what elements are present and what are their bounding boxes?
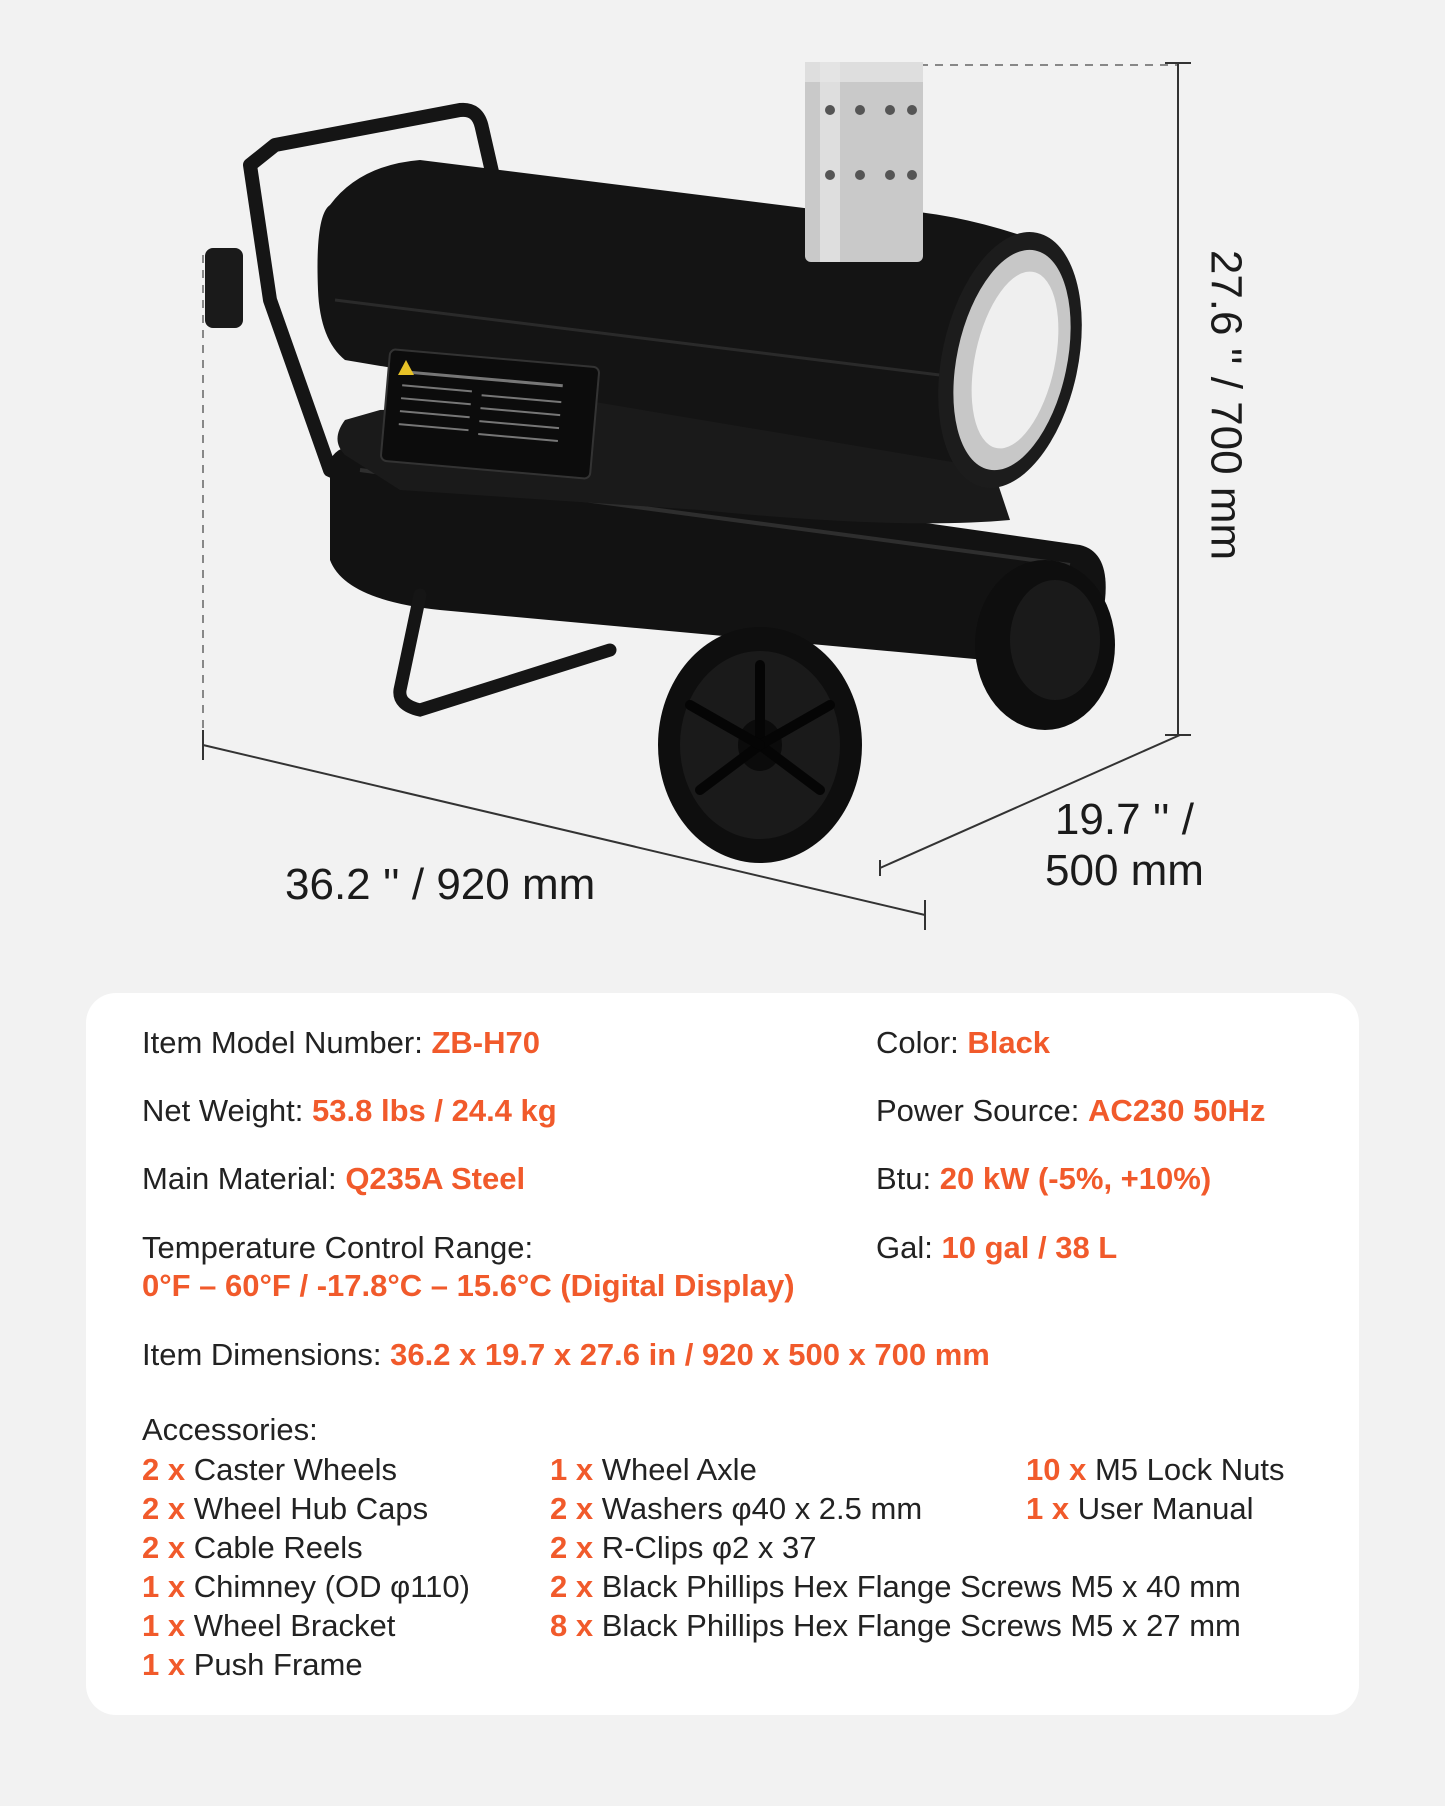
spec-power-source (876, 1092, 1265, 1130)
accessory-item: 2 x Washers φ40 x 2.5 mm (550, 1491, 923, 1526)
spec-gal-label: Gal: (876, 1230, 933, 1265)
spec-main-material (142, 1160, 525, 1198)
accessory-item: 1 x User Manual (1026, 1491, 1254, 1526)
accessories-column-3 (1026, 1450, 1284, 1528)
spec-item-dimensions-label: Item Dimensions: (142, 1337, 382, 1372)
depth-dimension-label (1045, 795, 1204, 896)
length-dimension-label: 36.2 '' / 920 mm (285, 860, 596, 909)
specifications-card (86, 993, 1359, 1715)
spec-net-weight-value: 53.8 lbs / 24.4 kg (312, 1093, 557, 1128)
accessory-item: 10 x M5 Lock Nuts (1026, 1452, 1285, 1487)
accessory-item: 1 x Chimney (OD φ110) (142, 1569, 470, 1604)
height-dimension-label: 27.6 '' / 700 mm (1201, 249, 1251, 561)
spec-power-source-value: AC230 50Hz (1087, 1093, 1266, 1128)
accessory-item: 8 x Black Phillips Hex Flange Screws M5 x 27 mm (550, 1608, 1241, 1643)
accessory-item: 1 x Push Frame (142, 1647, 363, 1682)
spec-item-dimensions-value: 36.2 x 19.7 x 27.6 in / 920 x 500 x 700 mm (390, 1337, 990, 1372)
accessory-item: 2 x Wheel Hub Caps (142, 1491, 429, 1526)
spec-model-value: ZB-H70 (431, 1025, 540, 1060)
cable-reel (205, 248, 243, 328)
spec-color (876, 1024, 1050, 1062)
spec-power-source-label: Power Source: (876, 1093, 1080, 1128)
spec-model (142, 1024, 540, 1062)
spec-color-value: Black (967, 1025, 1051, 1060)
accessory-item: 2 x R-Clips φ2 x 37 (550, 1530, 817, 1565)
spec-net-weight (142, 1092, 557, 1130)
spec-temperature-range-value: 0°F – 60°F / -17.8°C – 15.6°C (Digital Display) (142, 1268, 795, 1303)
spec-main-material-label: Main Material: (142, 1161, 337, 1196)
accessory-item: 1 x Wheel Axle (550, 1452, 757, 1487)
control-panel (381, 349, 600, 479)
accessory-item: 2 x Black Phillips Hex Flange Screws M5 x 40 mm (550, 1569, 1241, 1604)
spec-color-label: Color: (876, 1025, 959, 1060)
depth-dimension-line2: 500 mm (1045, 845, 1204, 895)
spec-temperature-range (142, 1229, 795, 1305)
spec-model-label: Item Model Number: (142, 1025, 423, 1060)
accessories-column-1 (142, 1450, 470, 1684)
spec-gal (876, 1229, 1117, 1267)
depth-dimension-line1: 19.7 '' / (1054, 795, 1195, 844)
accessory-item: 1 x Wheel Bracket (142, 1608, 396, 1643)
spec-item-dimensions (142, 1336, 990, 1374)
accessory-item: 2 x Caster Wheels (142, 1452, 398, 1487)
spec-main-material-value: Q235A Steel (345, 1161, 526, 1196)
spec-btu (876, 1160, 1211, 1198)
spec-net-weight-label: Net Weight: (142, 1093, 304, 1128)
spec-temperature-range-label: Temperature Control Range: (142, 1230, 534, 1265)
spec-btu-label: Btu: (876, 1161, 932, 1196)
spec-gal-value: 10 gal / 38 L (941, 1230, 1118, 1265)
spec-btu-value: 20 kW (-5%, +10%) (939, 1161, 1212, 1196)
accessories-title: Accessories: (142, 1412, 318, 1447)
accessory-item: 2 x Cable Reels (142, 1530, 363, 1565)
